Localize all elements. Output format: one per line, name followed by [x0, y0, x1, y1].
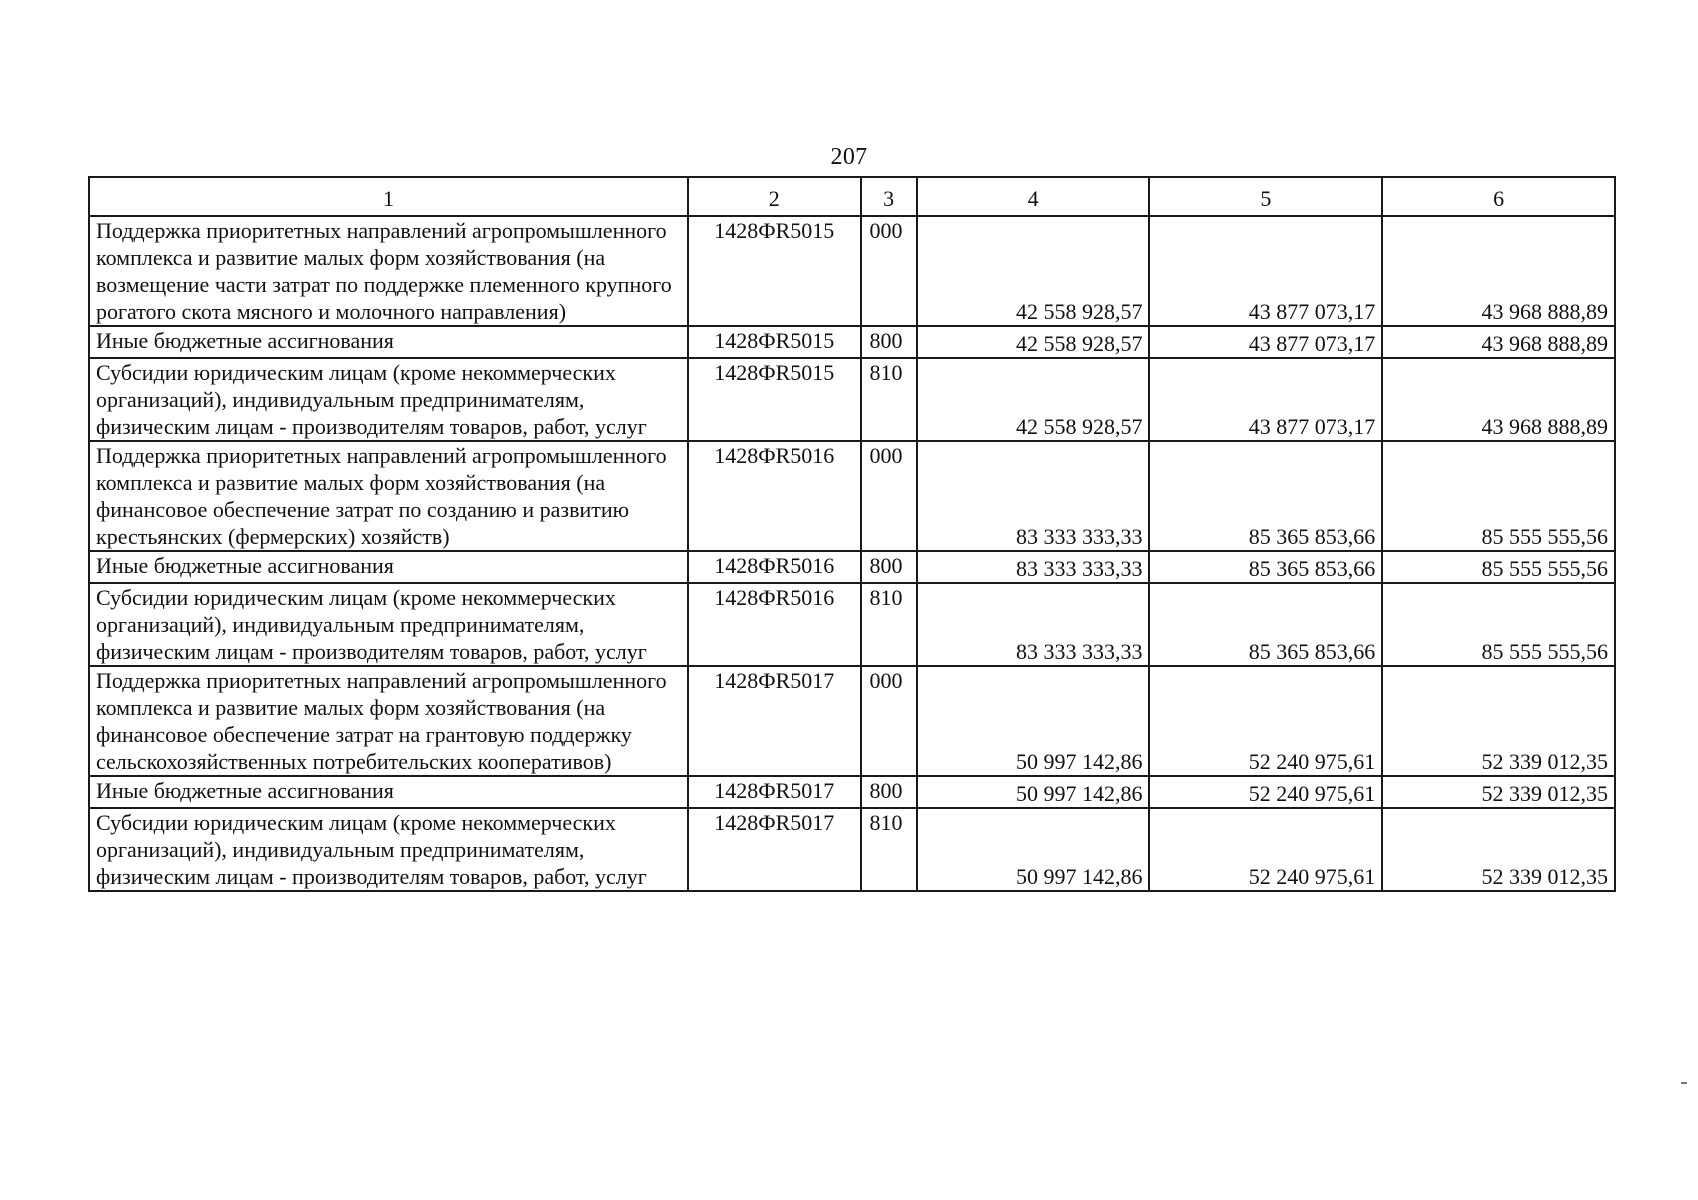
header-col-2: 2 [688, 177, 861, 216]
row-name: Поддержка приоритетных направлений агропромышленного комплекса и развитие малых форм хозяйствования (на финансовое обеспечение затрат на грантовую поддержку сельскохозяйственных потребительских кооперативов) [89, 666, 688, 776]
row-type: 000 [861, 441, 917, 551]
row-name: Иные бюджетные ассигнования [89, 326, 688, 358]
row-sum-col5: 52 240 975,61 [1149, 666, 1382, 776]
header-col-3: 3 [861, 177, 917, 216]
header-row [89, 177, 1615, 216]
row-code: 1428ФR5016 [688, 583, 861, 666]
row-name: Субсидии юридическим лицам (кроме некоммерческих организаций), индивидуальным предпринимателям, физическим лицам - производителям товаров, работ, услуг [89, 583, 688, 666]
header-col-6: 6 [1382, 177, 1615, 216]
row-sum-col4: 42 558 928,57 [917, 216, 1150, 326]
row-name: Субсидии юридическим лицам (кроме некоммерческих организаций), индивидуальным предпринимателям, физическим лицам - производителям товаров, работ, услуг [89, 358, 688, 441]
row-sum-col5: 52 240 975,61 [1149, 776, 1382, 808]
row-sum-col6: 52 339 012,35 [1382, 776, 1615, 808]
table-row [89, 216, 1615, 326]
row-sum-col5: 52 240 975,61 [1149, 808, 1382, 891]
row-sum-col4: 83 333 333,33 [917, 551, 1150, 583]
row-sum-col5: 85 365 853,66 [1149, 441, 1382, 551]
table-row [89, 441, 1615, 551]
row-code: 1428ФR5017 [688, 776, 861, 808]
row-name: Субсидии юридическим лицам (кроме некоммерческих организаций), индивидуальным предпринимателям, физическим лицам - производителям товаров, работ, услуг [89, 808, 688, 891]
row-sum-col4: 83 333 333,33 [917, 583, 1150, 666]
row-sum-col6: 85 555 555,56 [1382, 583, 1615, 666]
row-code: 1428ФR5015 [688, 326, 861, 358]
scan-artifact-mark [1681, 1082, 1687, 1084]
budget-table [88, 176, 1616, 892]
row-type: 800 [861, 551, 917, 583]
row-sum-col4: 50 997 142,86 [917, 666, 1150, 776]
row-type: 800 [861, 326, 917, 358]
table-header [89, 177, 1615, 216]
row-code: 1428ФR5016 [688, 551, 861, 583]
row-sum-col6: 43 968 888,89 [1382, 358, 1615, 441]
header-col-5: 5 [1149, 177, 1382, 216]
row-type: 000 [861, 216, 917, 326]
row-sum-col4: 42 558 928,57 [917, 326, 1150, 358]
row-code: 1428ФR5017 [688, 666, 861, 776]
row-code: 1428ФR5015 [688, 358, 861, 441]
table-row [89, 326, 1615, 358]
row-sum-col5: 43 877 073,17 [1149, 326, 1382, 358]
row-name: Иные бюджетные ассигнования [89, 551, 688, 583]
row-sum-col6: 52 339 012,35 [1382, 808, 1615, 891]
row-code: 1428ФR5015 [688, 216, 861, 326]
row-sum-col4: 83 333 333,33 [917, 441, 1150, 551]
table-row [89, 358, 1615, 441]
row-sum-col5: 85 365 853,66 [1149, 551, 1382, 583]
row-type: 000 [861, 666, 917, 776]
page-number: 207 [830, 144, 868, 170]
table-row [89, 808, 1615, 891]
header-col-4: 4 [917, 177, 1150, 216]
row-sum-col6: 85 555 555,56 [1382, 441, 1615, 551]
row-name: Иные бюджетные ассигнования [89, 776, 688, 808]
row-sum-col4: 42 558 928,57 [917, 358, 1150, 441]
table-body [89, 216, 1615, 891]
table-row [89, 776, 1615, 808]
row-type: 810 [861, 583, 917, 666]
row-sum-col5: 85 365 853,66 [1149, 583, 1382, 666]
table-row [89, 666, 1615, 776]
row-sum-col4: 50 997 142,86 [917, 776, 1150, 808]
table-row [89, 551, 1615, 583]
row-name: Поддержка приоритетных направлений агропромышленного комплекса и развитие малых форм хозяйствования (на возмещение части затрат по поддержке племенного крупного рогатого скота мясного и молочного направления) [89, 216, 688, 326]
row-code: 1428ФR5016 [688, 441, 861, 551]
table-row [89, 583, 1615, 666]
row-sum-col5: 43 877 073,17 [1149, 216, 1382, 326]
row-type: 810 [861, 808, 917, 891]
row-sum-col6: 52 339 012,35 [1382, 666, 1615, 776]
row-type: 810 [861, 358, 917, 441]
row-type: 800 [861, 776, 917, 808]
row-sum-col6: 43 968 888,89 [1382, 216, 1615, 326]
row-name: Поддержка приоритетных направлений агропромышленного комплекса и развитие малых форм хозяйствования (на финансовое обеспечение затрат по созданию и развитию крестьянских (фермерских) хозяйств) [89, 441, 688, 551]
row-sum-col4: 50 997 142,86 [917, 808, 1150, 891]
row-sum-col6: 85 555 555,56 [1382, 551, 1615, 583]
row-sum-col6: 43 968 888,89 [1382, 326, 1615, 358]
row-code: 1428ФR5017 [688, 808, 861, 891]
header-col-1: 1 [89, 177, 688, 216]
row-sum-col5: 43 877 073,17 [1149, 358, 1382, 441]
